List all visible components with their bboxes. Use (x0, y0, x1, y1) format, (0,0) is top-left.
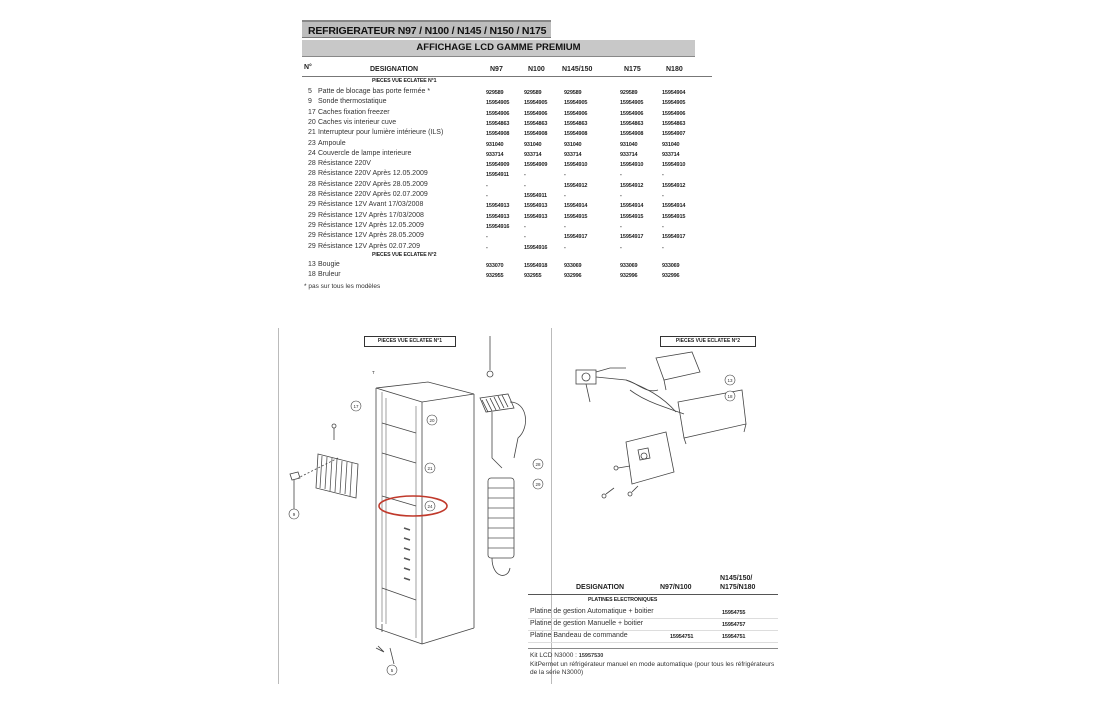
row-number: 17 (308, 108, 316, 116)
row-code: 931040 (486, 141, 504, 148)
row-number: 23 (308, 139, 316, 147)
row-code: 15954913 (486, 213, 510, 220)
row-designation: Caches vis interieur cuve (318, 118, 397, 126)
row-code: 15954910 (564, 162, 588, 169)
callout-9: 9 (292, 512, 296, 517)
row-number: 13 (308, 260, 316, 268)
row-code: 933714 (564, 151, 582, 158)
row-code: - (486, 234, 488, 241)
callout-21: 21 (427, 466, 433, 471)
row-designation: Résistance 12V Avant 17/03/2008 (318, 201, 424, 209)
row-code: 932955 (486, 273, 504, 280)
row-designation: Résistance 220V (318, 160, 371, 168)
row-code: 15954911 (524, 193, 547, 199)
row-designation: Ampoule (318, 139, 346, 147)
row-code: 929589 (486, 90, 504, 96)
row-code: 15954905 (524, 100, 548, 107)
row-number: 28 (308, 170, 316, 178)
row-designation: Couvercle de lampe interieure (318, 149, 412, 157)
row-code: 15954908 (524, 131, 548, 138)
row-divider (528, 618, 778, 619)
row-code: - (524, 234, 526, 241)
row-number: 28 (308, 160, 316, 168)
row-code: 15954913 (524, 213, 548, 220)
row-code: 15954914 (564, 203, 588, 210)
row-code: 15954917 (564, 234, 588, 241)
row-code: 931040 (620, 141, 638, 148)
callout-29: 29 (535, 482, 541, 487)
callout-20: 20 (429, 418, 435, 423)
row-code: 933714 (524, 151, 542, 158)
kit-code: 15957530 (578, 653, 604, 659)
col-model-header: N100 (528, 66, 545, 73)
exploded-view-2 (566, 332, 762, 502)
row-code: 15954910 (620, 162, 644, 169)
exploded-view-1-label: PIECES VUE ECLATEE N°1 (364, 336, 456, 347)
row-code: 15954908 (486, 131, 510, 138)
exploded-view-2-drawing (566, 332, 762, 502)
row-code: 15954905 (564, 100, 588, 107)
row-number: 18 (308, 271, 316, 279)
row-designation: Résistance 12V Après 17/03/2008 (318, 211, 424, 219)
exploded-view-1-drawing (278, 328, 550, 684)
electronic-boards-table (528, 572, 778, 684)
board-code-n145-n180: 15954755 (722, 610, 746, 616)
row-code: 931040 (662, 141, 680, 148)
row-number: 24 (308, 149, 316, 157)
row-code: - (486, 193, 488, 199)
col-designation-header: DESIGNATION (370, 66, 419, 73)
row-code: - (564, 244, 566, 251)
row-code: 15954916 (524, 244, 548, 251)
row-code: 933069 (564, 262, 582, 269)
document-subtitle: AFFICHAGE LCD GAMME PREMIUM (302, 40, 695, 57)
col-no-header: N° (304, 64, 312, 71)
row-code: - (486, 182, 488, 189)
row-code: 15954863 (620, 120, 644, 127)
row-code: 15954905 (662, 100, 686, 107)
row-code: - (524, 182, 526, 189)
row-number: 5 (308, 88, 312, 95)
header-rule (302, 76, 712, 77)
row-code: 15954904 (662, 90, 686, 96)
row-code: 15954908 (564, 131, 588, 138)
exploded-view-1 (278, 328, 550, 684)
row-number: 28 (308, 180, 316, 188)
row-code: 15954909 (486, 162, 510, 169)
row-code: 15954912 (620, 182, 644, 189)
col-model-header: N180 (666, 66, 683, 73)
row-designation: Résistance 12V Après 12.05.2009 (318, 221, 424, 229)
row-code: 929589 (564, 90, 582, 96)
row-code: 929589 (524, 90, 542, 96)
row-code: 15954912 (564, 182, 588, 189)
callout-13: 13 (727, 378, 733, 383)
row-code: - (564, 172, 566, 179)
row-designation: Patte de blocage bas porte fermée * (318, 88, 431, 95)
parts-table (302, 58, 722, 308)
row-designation: Caches fixation freezer (318, 108, 390, 116)
row-designation: Résistance 12V Après 02.07.209 (318, 242, 420, 250)
row-code: 15954905 (486, 100, 510, 107)
footnote: * pas sur tous les modèles (304, 283, 381, 291)
row-number: 29 (308, 221, 316, 229)
row-code: 15954906 (486, 110, 510, 117)
kit-note: KitPermet un réfrigérateur manuel en mode automatique (pour tous les réfrigérateurs de la série N3000) (530, 661, 775, 676)
row-divider (528, 642, 778, 643)
row-number: 20 (308, 118, 316, 126)
board-code-n145-n180: 15954757 (722, 622, 746, 628)
row-number: 29 (308, 232, 316, 240)
row-designation: Résistance 220V Après 02.07.2009 (318, 191, 428, 198)
row-number: 29 (308, 201, 316, 209)
row-designation: Résistance 220V Après 28.05.2009 (318, 180, 428, 188)
exploded-view-2-label: PIECES VUE ECLATEE N°2 (660, 336, 756, 347)
row-code: - (620, 172, 622, 179)
row-code: 15954909 (524, 162, 548, 169)
row-code: 15954915 (620, 213, 644, 220)
row-code: 931040 (564, 141, 582, 148)
row-code: 15954908 (620, 131, 644, 138)
row-code: - (662, 193, 664, 199)
row-code: 15954914 (662, 203, 686, 210)
row-code: 15954916 (486, 223, 510, 230)
row-code: 15954913 (486, 203, 510, 210)
row-code: - (524, 223, 526, 230)
row-code: 933714 (662, 151, 680, 158)
callout-24: 24 (427, 504, 433, 509)
row-designation: Sonde thermostatique (318, 98, 387, 106)
row-code: 15954918 (524, 262, 548, 269)
row-number: 21 (308, 129, 316, 137)
row-code: - (662, 172, 664, 179)
row-code: 15954915 (564, 213, 588, 220)
row-code: 15954913 (524, 203, 548, 210)
row-code: 932996 (620, 273, 638, 280)
row-code: 15954914 (620, 203, 644, 210)
row-code: - (620, 223, 622, 230)
callout-17: 17 (353, 404, 359, 409)
row-code: - (662, 244, 664, 251)
row-code: 15954907 (662, 131, 686, 138)
table2-designation-header: DESIGNATION (576, 584, 625, 591)
row-divider (528, 630, 778, 631)
callout-18: 18 (727, 394, 733, 399)
row-number: 28 (308, 191, 316, 198)
table2-col-n97n100: N97/N100 (660, 584, 692, 591)
table2-section-label: PLATINES ELECTRONIQUES (588, 597, 658, 603)
row-code: 15954863 (564, 120, 588, 127)
row-code: - (524, 172, 526, 179)
row-designation: Bruleur (318, 271, 341, 279)
row-code: 15954915 (662, 213, 686, 220)
board-code-n97n100: 15954751 (670, 634, 694, 640)
row-code: 932996 (662, 273, 680, 280)
row-code: 15954917 (662, 234, 686, 241)
row-code: - (620, 193, 622, 199)
row-code: 15954912 (662, 182, 686, 189)
row-code: - (564, 223, 566, 230)
row-designation: Bougie (318, 260, 340, 268)
document-title: REFRIGERATEUR N97 / N100 / N145 / N150 / N175 (302, 20, 551, 38)
row-code: 932996 (564, 273, 582, 280)
callout-28: 28 (535, 462, 541, 467)
section2-label: PIECES VUE ECLATEE N°2 (372, 251, 437, 258)
board-designation: Platine de gestion Manuelle + boitier (530, 620, 644, 627)
board-designation: Platine de gestion Automatique + boitier (530, 608, 654, 615)
row-code: - (564, 193, 566, 199)
row-code: 931040 (524, 141, 542, 148)
row-code: 15954911 (486, 172, 509, 179)
kit-line (530, 652, 603, 659)
row-number: 29 (308, 242, 316, 250)
row-code: 15954863 (486, 120, 510, 127)
row-code: 933714 (620, 151, 638, 158)
row-code: - (620, 244, 622, 251)
row-number: 9 (308, 98, 312, 106)
row-code: 933070 (486, 262, 504, 269)
row-designation: Résistance 220V Après 12.05.2009 (318, 170, 428, 178)
section1-label: PIECES VUE ECLATEE N°1 (372, 78, 437, 84)
row-code: 15954905 (620, 100, 644, 107)
kit-label: Kit LCD N3000 : (530, 652, 577, 659)
row-code: - (662, 223, 664, 230)
row-code: 15954906 (620, 110, 644, 117)
row-designation: Résistance 12V Après 28.05.2009 (318, 232, 424, 240)
row-designation: Interrupteur pour lumière intérieure (ILS) (318, 129, 444, 137)
row-code: 15954863 (524, 120, 548, 127)
svg-text:T: T (372, 370, 375, 375)
row-code: 15954906 (524, 110, 548, 117)
row-code: - (486, 244, 488, 251)
callout-5: 5 (390, 668, 394, 673)
row-code: 15954910 (662, 162, 686, 169)
table2-col-n145-n180: N145/150/ N175/N180 (720, 575, 756, 591)
row-code: 933714 (486, 151, 504, 158)
row-code: 933069 (620, 262, 638, 269)
col-model-header: N175 (624, 66, 641, 73)
row-code: 15954906 (662, 110, 686, 117)
board-code-n145-n180: 15954751 (722, 634, 746, 640)
row-code: 15954917 (620, 234, 644, 241)
row-code: 15954906 (564, 110, 588, 117)
row-code: 15954863 (662, 120, 686, 127)
row-code: 929589 (620, 90, 638, 96)
col-model-header: N97 (490, 66, 503, 73)
row-code: 933069 (662, 262, 680, 269)
row-number: 29 (308, 211, 316, 219)
row-code: 932955 (524, 273, 542, 280)
col-model-header: N145/150 (562, 66, 593, 73)
board-designation: Platine Bandeau de commande (530, 632, 628, 639)
